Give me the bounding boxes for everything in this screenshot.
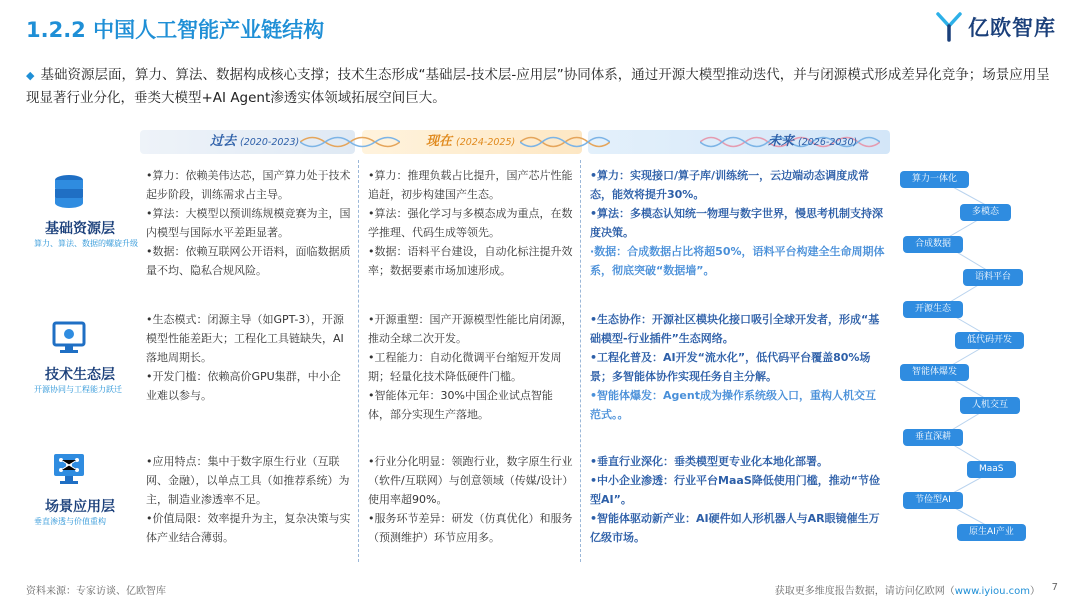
source-note: 资料来源：专家访谈、亿欧智库: [26, 586, 166, 597]
cell-text: •生态协作：开源社区模块化接口吸引全球开发者，形成“基础模型-行业插件”生态网络。: [590, 313, 880, 345]
dna-helix-icon: [520, 133, 610, 151]
cell-text: •算法：大模型以预训练规模竞赛为主，国内模型与国际水平差距显著。: [146, 207, 351, 239]
cell-app-present: [368, 452, 573, 547]
cell-text: •垂直行业深化：垂类模型更专业化本地化部署。: [590, 455, 829, 468]
past-years: (2020-2023): [240, 137, 300, 148]
cell-infra-past: [146, 166, 351, 280]
brand-logo: [936, 12, 1056, 42]
logo-mark-icon: [936, 12, 962, 42]
footer-close: ）: [1030, 586, 1040, 597]
row-subtitle: 开源协同与工程能力跃迁: [34, 385, 122, 394]
cell-text: •数据：语料平台建设，自动化标注提升效率；数据要素市场加速形成。: [368, 245, 573, 277]
cell-text: •生态模式：闭源主导（如GPT-3），开源模型性能差距大；工程化工具链缺失，AI落地周期长。: [146, 313, 344, 364]
dna-helix-icon: [300, 133, 400, 151]
cell-text: •开源重塑：国产开源模型性能比肩闭源，推动全球二次开发。: [368, 313, 573, 345]
cell-text: •算力：实现接口/算子库/训练统一，云边端动态调度成常态，能效将提升30%。: [590, 169, 870, 201]
cell-tech-present: [368, 310, 573, 424]
cell-text: •数据：依赖互联网公开语料，面临数据质量不均、隐私合规风险。: [146, 245, 351, 277]
present-years: (2024-2025): [456, 137, 516, 148]
summary-text: 基础资源层面，算力、算法、数据构成核心支撑；技术生态形成“基础层-技术层-应用层”协同体系，通过开源大模型推动迭代，并与闭源模式形成差异化竞争；场景应用呈现显著行业分化，垂类大模型+AI Agent渗透实体领域拓展空间巨大。: [26, 67, 1050, 106]
cell-text: •智能体爆发：Agent成为操作系统级入口，重构人机交互范式。。: [590, 389, 876, 421]
chip: 算力一体化: [900, 171, 969, 188]
layer-grid: [20, 160, 890, 570]
timeline-present-label: [426, 130, 515, 154]
row-label-application: [20, 450, 140, 527]
database-icon: [50, 172, 88, 210]
cell-infra-future: [590, 166, 886, 280]
chip: 垂直深耕: [903, 429, 963, 446]
row-name: 基础资源层: [45, 221, 115, 237]
cell-text: •开发门槛：依赖高价GPU集群，中小企业难以参与。: [146, 370, 341, 402]
cell-infra-present: [368, 166, 573, 280]
cell-text: •算力：依赖美伟达芯，国产算力处于技术起步阶段，训练需求占主导。: [146, 169, 351, 201]
chip: 开源生态: [903, 301, 963, 318]
cell-text: •行业分化明显：领跑行业，数字原生行业（软件/互联网）与创意领域（传媒/设计）使用率超90%。: [368, 455, 573, 506]
timeline-future-label: [768, 130, 857, 154]
chip: 智能体爆发: [900, 364, 969, 381]
future-years: (2026-2030): [798, 137, 858, 148]
chip: 多模态: [960, 204, 1011, 221]
column-divider: [580, 160, 581, 562]
row-name: 技术生态层: [45, 367, 115, 383]
chip: 合成数据: [903, 236, 963, 253]
timeline-past-label: [210, 130, 299, 154]
cell-text: •智能体驱动新产业：AI硬件如人形机器人与AR眼镜催生万亿级市场。: [590, 512, 880, 544]
footer-more-text: 获取更多维度报告数据，请访问亿欧网（: [774, 586, 955, 597]
logo-text: 亿欧智库: [968, 16, 1056, 40]
footer-link[interactable]: www.iyiou.com: [954, 586, 1030, 597]
page-title: 1.2.2 中国人工智能产业链结构: [26, 18, 325, 42]
keyword-chips: [895, 160, 1065, 550]
chip: 原生AI产业: [957, 524, 1026, 541]
row-label-infrastructure: [20, 172, 140, 249]
row-subtitle: 垂直渗透与价值重构: [34, 517, 106, 526]
cell-text: •算法：强化学习与多模态成为重点，在数学推理、代码生成等领先。: [368, 207, 573, 239]
page-number: 7: [1051, 582, 1058, 593]
column-divider: [358, 160, 359, 562]
chip: 低代码开发: [955, 332, 1024, 349]
cell-text: •智能体元年：30%中国企业试点智能体，部分实现生产落地。: [368, 389, 553, 421]
cell-text: •算力：推理负载占比提升，国产芯片性能追赶，初步构建国产生态。: [368, 169, 573, 201]
cell-app-past: [146, 452, 351, 547]
chip: 语料平台: [963, 269, 1023, 286]
chip: 人机交互: [960, 397, 1020, 414]
cell-text: •中小企业渗透：行业平台MaaS降低使用门槛，推动“节俭型AI”。: [590, 474, 880, 506]
cell-tech-past: [146, 310, 351, 405]
cell-app-future: [590, 452, 886, 547]
row-label-tech-ecosystem: [20, 318, 140, 395]
past-label-text: 过去: [210, 134, 237, 149]
cell-text: •价值局限：效率提升为主，复杂决策与实体产业结合薄弱。: [146, 512, 351, 544]
cell-tech-future: [590, 310, 886, 424]
monitor-icon: [50, 318, 88, 356]
cell-text: •服务环节差异：研发（仿真优化）和服务（预测维护）环节应用多。: [368, 512, 573, 544]
timeline-header: [140, 130, 890, 154]
cell-text: •应用特点：集中于数字原生行业（互联网、金融），以单点工具（如推荐系统）为主，制造业渗透率不足。: [146, 455, 350, 506]
cell-text: •工程化普及：AI开发“流水化”，低代码平台覆盖80%场景；多智能体协作实现任务自主分解。: [590, 351, 871, 383]
present-label-text: 现在: [426, 134, 453, 149]
chip: MaaS: [967, 461, 1016, 478]
cell-text: •算法：多模态认知统一物理与数字世界，慢思考机制支持深度决策。: [590, 207, 884, 239]
footer-more: [775, 582, 1040, 597]
bullet-icon: ◆: [26, 69, 35, 82]
cell-text: ·数据：合成数据占比将超50%，语料平台构建全生命周期体系，彻底突破“数据墙”。: [590, 245, 885, 277]
row-name: 场景应用层: [45, 499, 115, 515]
summary-paragraph: [26, 64, 1056, 109]
cell-text: •工程能力：自动化微调平台缩短开发周期；轻量化技术降低硬件门槛。: [368, 351, 562, 383]
network-icon: [50, 450, 88, 488]
future-label-text: 未来: [768, 134, 795, 149]
chip: 节俭型AI: [903, 492, 963, 509]
row-subtitle: 算力、算法、数据的螺旋升级: [34, 239, 138, 248]
